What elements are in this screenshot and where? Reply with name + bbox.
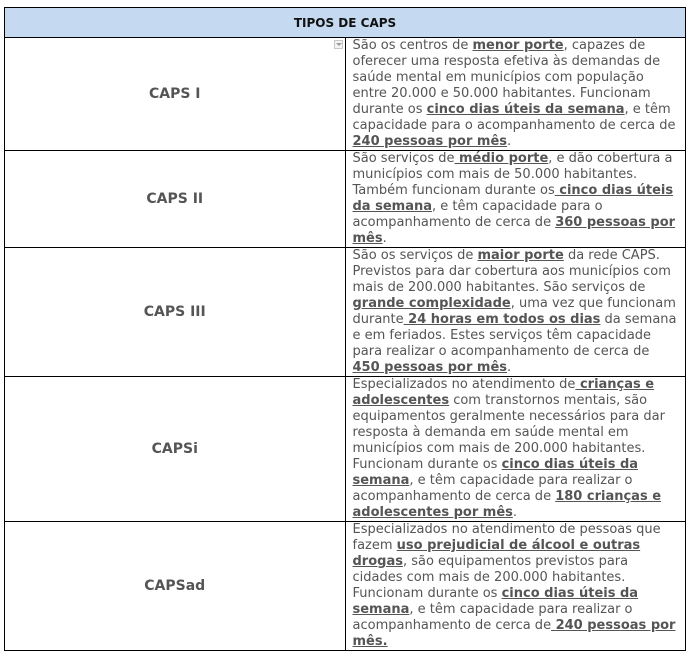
caps-name: CAPSi (151, 441, 198, 457)
description-text: . (512, 505, 518, 520)
description-text: com transtornos mentais, são equipamentos geralmente necessários para dar resposta à demanda em saúde mental em municípios com mais de 200.000 habitantes. Funcionam durante os (352, 393, 665, 472)
description-text: São os serviços de (352, 248, 478, 263)
highlight-text: 240 pessoas por mês (352, 134, 508, 149)
description-text: , são equipamentos previstos para cidades com mais de 200.000 habitantes. Funcionam durante os (352, 554, 629, 601)
caps-name-cell (5, 248, 346, 377)
description-text: Especializados no atendimento de pessoas que fazem (352, 522, 661, 553)
highlight-text: cinco dias úteis da semana (426, 102, 625, 117)
highlight-text: cinco dias úteis da semana (352, 586, 639, 617)
highlight-text: 24 horas em todos os dias (403, 312, 601, 327)
description-text: , uma vez que funcionam durante (352, 296, 676, 327)
dropdown-arrow-icon[interactable] (334, 40, 343, 49)
caps-types-table (4, 7, 686, 651)
caps-name: CAPS I (148, 86, 201, 102)
highlight-text: crianças e adolescentes (352, 377, 655, 408)
table-title: TIPOS DE CAPS (5, 8, 686, 38)
highlight-text: uso prejudicial de álcool e outras drogas (352, 538, 641, 569)
description-text: . (507, 134, 512, 149)
caps-description (345, 377, 686, 522)
table-header-row (5, 8, 686, 38)
table-row (5, 151, 686, 248)
table-row (5, 522, 686, 651)
highlight-text: médio porte (454, 151, 549, 166)
highlight-text: grande complexidade (352, 296, 511, 311)
highlight-text: 360 pessoas por mês (352, 215, 676, 246)
description-text: São os centros de (352, 38, 473, 53)
caps-name: CAPS II (146, 191, 204, 207)
caps-description (345, 151, 686, 248)
table-row (5, 248, 686, 377)
caps-description (345, 248, 686, 377)
caps-name: CAPSad (144, 578, 206, 594)
highlight-text: cinco dias úteis da semana (352, 457, 639, 488)
description-text: , e têm capacidade para realizar o acompanhamento de cerca de (352, 473, 633, 504)
caps-description (345, 522, 686, 651)
description-text: Especializados no atendimento de (352, 377, 576, 392)
caps-name: CAPS III (143, 304, 206, 320)
table-row (5, 38, 686, 151)
highlight-text: menor porte (472, 38, 564, 53)
description-text: da rede CAPS. Previstos para dar cobertura aos municípios com mais de 200.000 habitantes. São serviços de (352, 248, 671, 295)
highlight-text: 180 crianças e adolescentes por mês (352, 489, 662, 520)
caps-name-cell (5, 151, 346, 248)
description-text: , e têm capacidade para o acompanhamento de cerca de (352, 102, 676, 133)
caps-name-cell (5, 38, 346, 151)
description-text: São serviços de (352, 151, 455, 166)
description-text: , e têm capacidade para o acompanhamento de cerca de (352, 199, 603, 230)
description-text: , e têm capacidade para realizar o acompanhamento de cerca de (352, 602, 633, 633)
description-text: . (382, 231, 387, 246)
description-text: da semana e em feriados. Estes serviços têm capacidade para realizar o acompanhamento de cerca de (352, 312, 677, 359)
description-text: , capazes de oferecer uma resposta efetiva às demandas de saúde mental em municípios com população entre 20.000 e 50.000 habitantes. Funcionam durante os (352, 38, 661, 117)
table-row (5, 377, 686, 522)
caps-description (345, 38, 686, 151)
highlight-text: 450 pessoas por mês (352, 360, 508, 375)
description-text: , e dão cobertura a municípios com mais de 50.000 habitantes. Também funcionam durante os (352, 151, 673, 198)
highlight-text: maior porte (477, 248, 564, 263)
description-text: . (507, 360, 512, 375)
highlight-text: 240 pessoas por mês. (352, 618, 676, 649)
highlight-text: cinco dias úteis da semana (352, 183, 674, 214)
caps-name-cell (5, 522, 346, 651)
caps-name-cell (5, 377, 346, 522)
